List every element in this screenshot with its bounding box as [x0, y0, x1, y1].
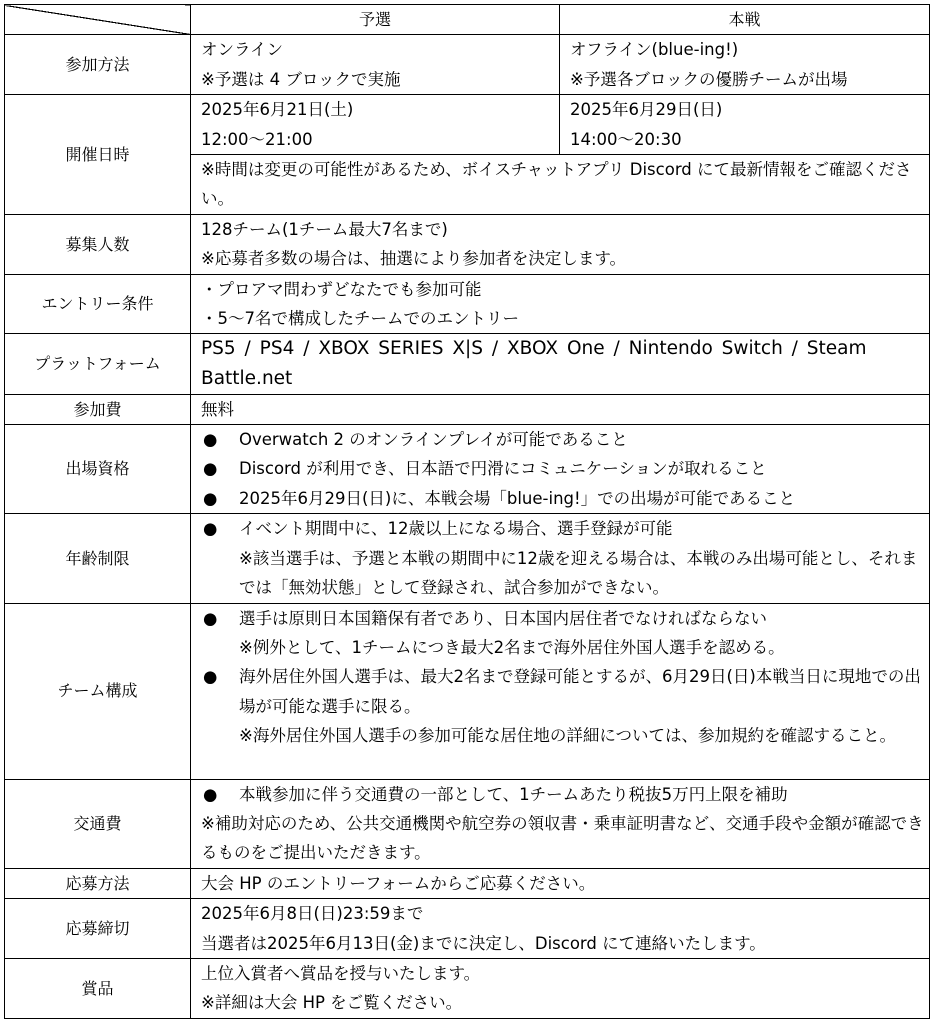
header-final: 本戦	[560, 5, 930, 35]
recruit-count: 128チーム(1チーム最大7名まで)	[201, 219, 448, 239]
row-entry	[5, 274, 930, 334]
bullet-icon: ●	[203, 784, 218, 804]
label-deadline: 応募締切	[5, 899, 191, 959]
age-note: ※該当選手は、予選と本戦の期間中に12歳を迎える場合は、本戦のみ出場可能とし、それまでは「無効状態」として登録され、試合参加ができない。	[239, 548, 918, 598]
label-transport: 交通費	[5, 779, 191, 868]
eligibility-item	[201, 425, 929, 454]
recruit-content	[191, 214, 930, 274]
transport-content	[191, 779, 930, 868]
eligibility-item	[201, 454, 929, 483]
eligibility-text-1: Overwatch 2 のオンラインプレイが可能であること	[239, 430, 628, 450]
corner-cell	[5, 5, 191, 35]
entry-content	[191, 274, 930, 334]
eligibility-item	[201, 484, 929, 513]
deadline-date: 2025年6月8日(日)23:59まで	[201, 904, 424, 924]
deadline-note: 当選者は2025年6月13日(金)までに決定し、Discord にて連絡いたします。	[201, 933, 766, 953]
row-platform	[5, 334, 930, 394]
label-platform: プラットフォーム	[5, 334, 191, 394]
age-text: イベント期間中に、12歳以上になる場合、選手登録が可能	[239, 519, 673, 539]
method-qualifier-note: ※予選は 4 ブロックで実施	[201, 69, 401, 89]
team-note-2: ※海外居住外国人選手の参加可能な居住地の詳細については、参加規約を確認すること。	[239, 726, 896, 746]
row-fee	[5, 394, 930, 424]
team-item-1	[201, 604, 929, 633]
row-recruit	[5, 214, 930, 274]
dates-final-date: 2025年6月29日(日)	[570, 100, 723, 120]
eligibility-text-3: 2025年6月29日(日)に、本戦会場「blue-ing!」での出場が可能であること	[239, 488, 796, 508]
platform-content	[191, 334, 930, 394]
label-recruit: 募集人数	[5, 214, 191, 274]
label-entry: エントリー条件	[5, 274, 191, 334]
prize-note: ※詳細は大会 HP をご覧ください。	[201, 993, 463, 1013]
age-content	[191, 514, 930, 603]
eligibility-text-2: Discord が利用でき、日本語で円滑にコミュニケーションが取れること	[239, 459, 767, 479]
bullet-icon: ●	[203, 519, 218, 539]
row-deadline	[5, 899, 930, 959]
dates-final-time: 14:00〜20:30	[570, 129, 682, 149]
recruit-note: ※応募者多数の場合は、抽選により参加者を決定します。	[201, 249, 627, 269]
team-item-2	[201, 662, 929, 721]
label-prize: 賞品	[5, 958, 191, 1018]
apply-text: 大会 HP のエントリーフォームからご応募ください。	[201, 873, 596, 893]
prize-text: 上位入賞者へ賞品を授与いたします。	[201, 963, 481, 983]
row-eligibility	[5, 425, 930, 514]
age-item	[201, 514, 929, 543]
prize-content	[191, 958, 930, 1018]
dates-qualifier	[191, 95, 560, 155]
fee-content	[191, 394, 930, 424]
header-qualifier: 予選	[191, 5, 560, 35]
method-qualifier-line: オンライン	[201, 40, 284, 60]
label-team: チーム構成	[5, 603, 191, 779]
row-transport	[5, 779, 930, 868]
bullet-icon: ●	[203, 459, 218, 479]
row-dates	[5, 95, 930, 155]
method-qualifier	[191, 35, 560, 95]
bullet-icon: ●	[203, 488, 218, 508]
transport-note: ※補助対応のため、公共交通機関や航空券の領収書・乗車証明書など、交通手段や金額が確認できるものをご提出いただきます。	[201, 813, 924, 863]
label-apply: 応募方法	[5, 868, 191, 898]
label-eligibility: 出場資格	[5, 425, 191, 514]
row-method	[5, 35, 930, 95]
team-note-1: ※例外として、1チームにつき最大2名まで海外居住外国人選手を認める。	[239, 637, 785, 657]
apply-content	[191, 868, 930, 898]
dates-qualifier-date: 2025年6月21日(土)	[201, 100, 354, 120]
dates-final	[560, 95, 930, 155]
transport-item	[201, 780, 929, 809]
method-final-line: オフライン(blue-ing!)	[570, 40, 739, 60]
transport-text: 本戦参加に伴う交通費の一部として、1チームあたり税抜5万円上限を補助	[239, 784, 788, 804]
label-fee: 参加費	[5, 394, 191, 424]
label-method: 参加方法	[5, 35, 191, 95]
tournament-info-table	[4, 4, 930, 1019]
row-prize	[5, 958, 930, 1018]
team-text-1: 選手は原則日本国籍保有者であり、日本国内居住者でなければならない	[239, 608, 767, 628]
bullet-icon: ●	[203, 430, 218, 450]
header-row	[5, 5, 930, 35]
label-age: 年齢制限	[5, 514, 191, 603]
label-dates: 開催日時	[5, 95, 191, 215]
deadline-content	[191, 899, 930, 959]
row-age	[5, 514, 930, 603]
bullet-icon: ●	[203, 608, 218, 628]
eligibility-content	[191, 425, 930, 514]
dates-qualifier-time: 12:00〜21:00	[201, 129, 313, 149]
dates-note-text: ※時間は変更の可能性があるため、ボイスチャットアプリ Discord にて最新情報をご確認ください。	[201, 160, 912, 209]
team-content	[191, 603, 930, 779]
entry-line-2: ・5〜7名で構成したチームでのエントリー	[201, 309, 519, 329]
dates-note	[191, 155, 930, 215]
team-text-2: 海外居住外国人選手は、最大2名まで登録可能とするが、6月29日(日)本戦当日に現地での出場が可能な選手に限る。	[239, 667, 921, 716]
fee-value: 無料	[201, 399, 234, 419]
entry-line-1: ・プロアマ問わずどなたでも参加可能	[201, 279, 482, 299]
method-final	[560, 35, 930, 95]
row-team	[5, 603, 930, 779]
method-final-note: ※予選各ブロックの優勝チームが出場	[570, 69, 848, 89]
platform-list: PS5 / PS4 / XBOX SERIES X|S / XBOX One / Nintendo Switch / Steam Battle.net	[201, 338, 886, 390]
row-apply	[5, 868, 930, 898]
bullet-icon: ●	[203, 667, 218, 687]
